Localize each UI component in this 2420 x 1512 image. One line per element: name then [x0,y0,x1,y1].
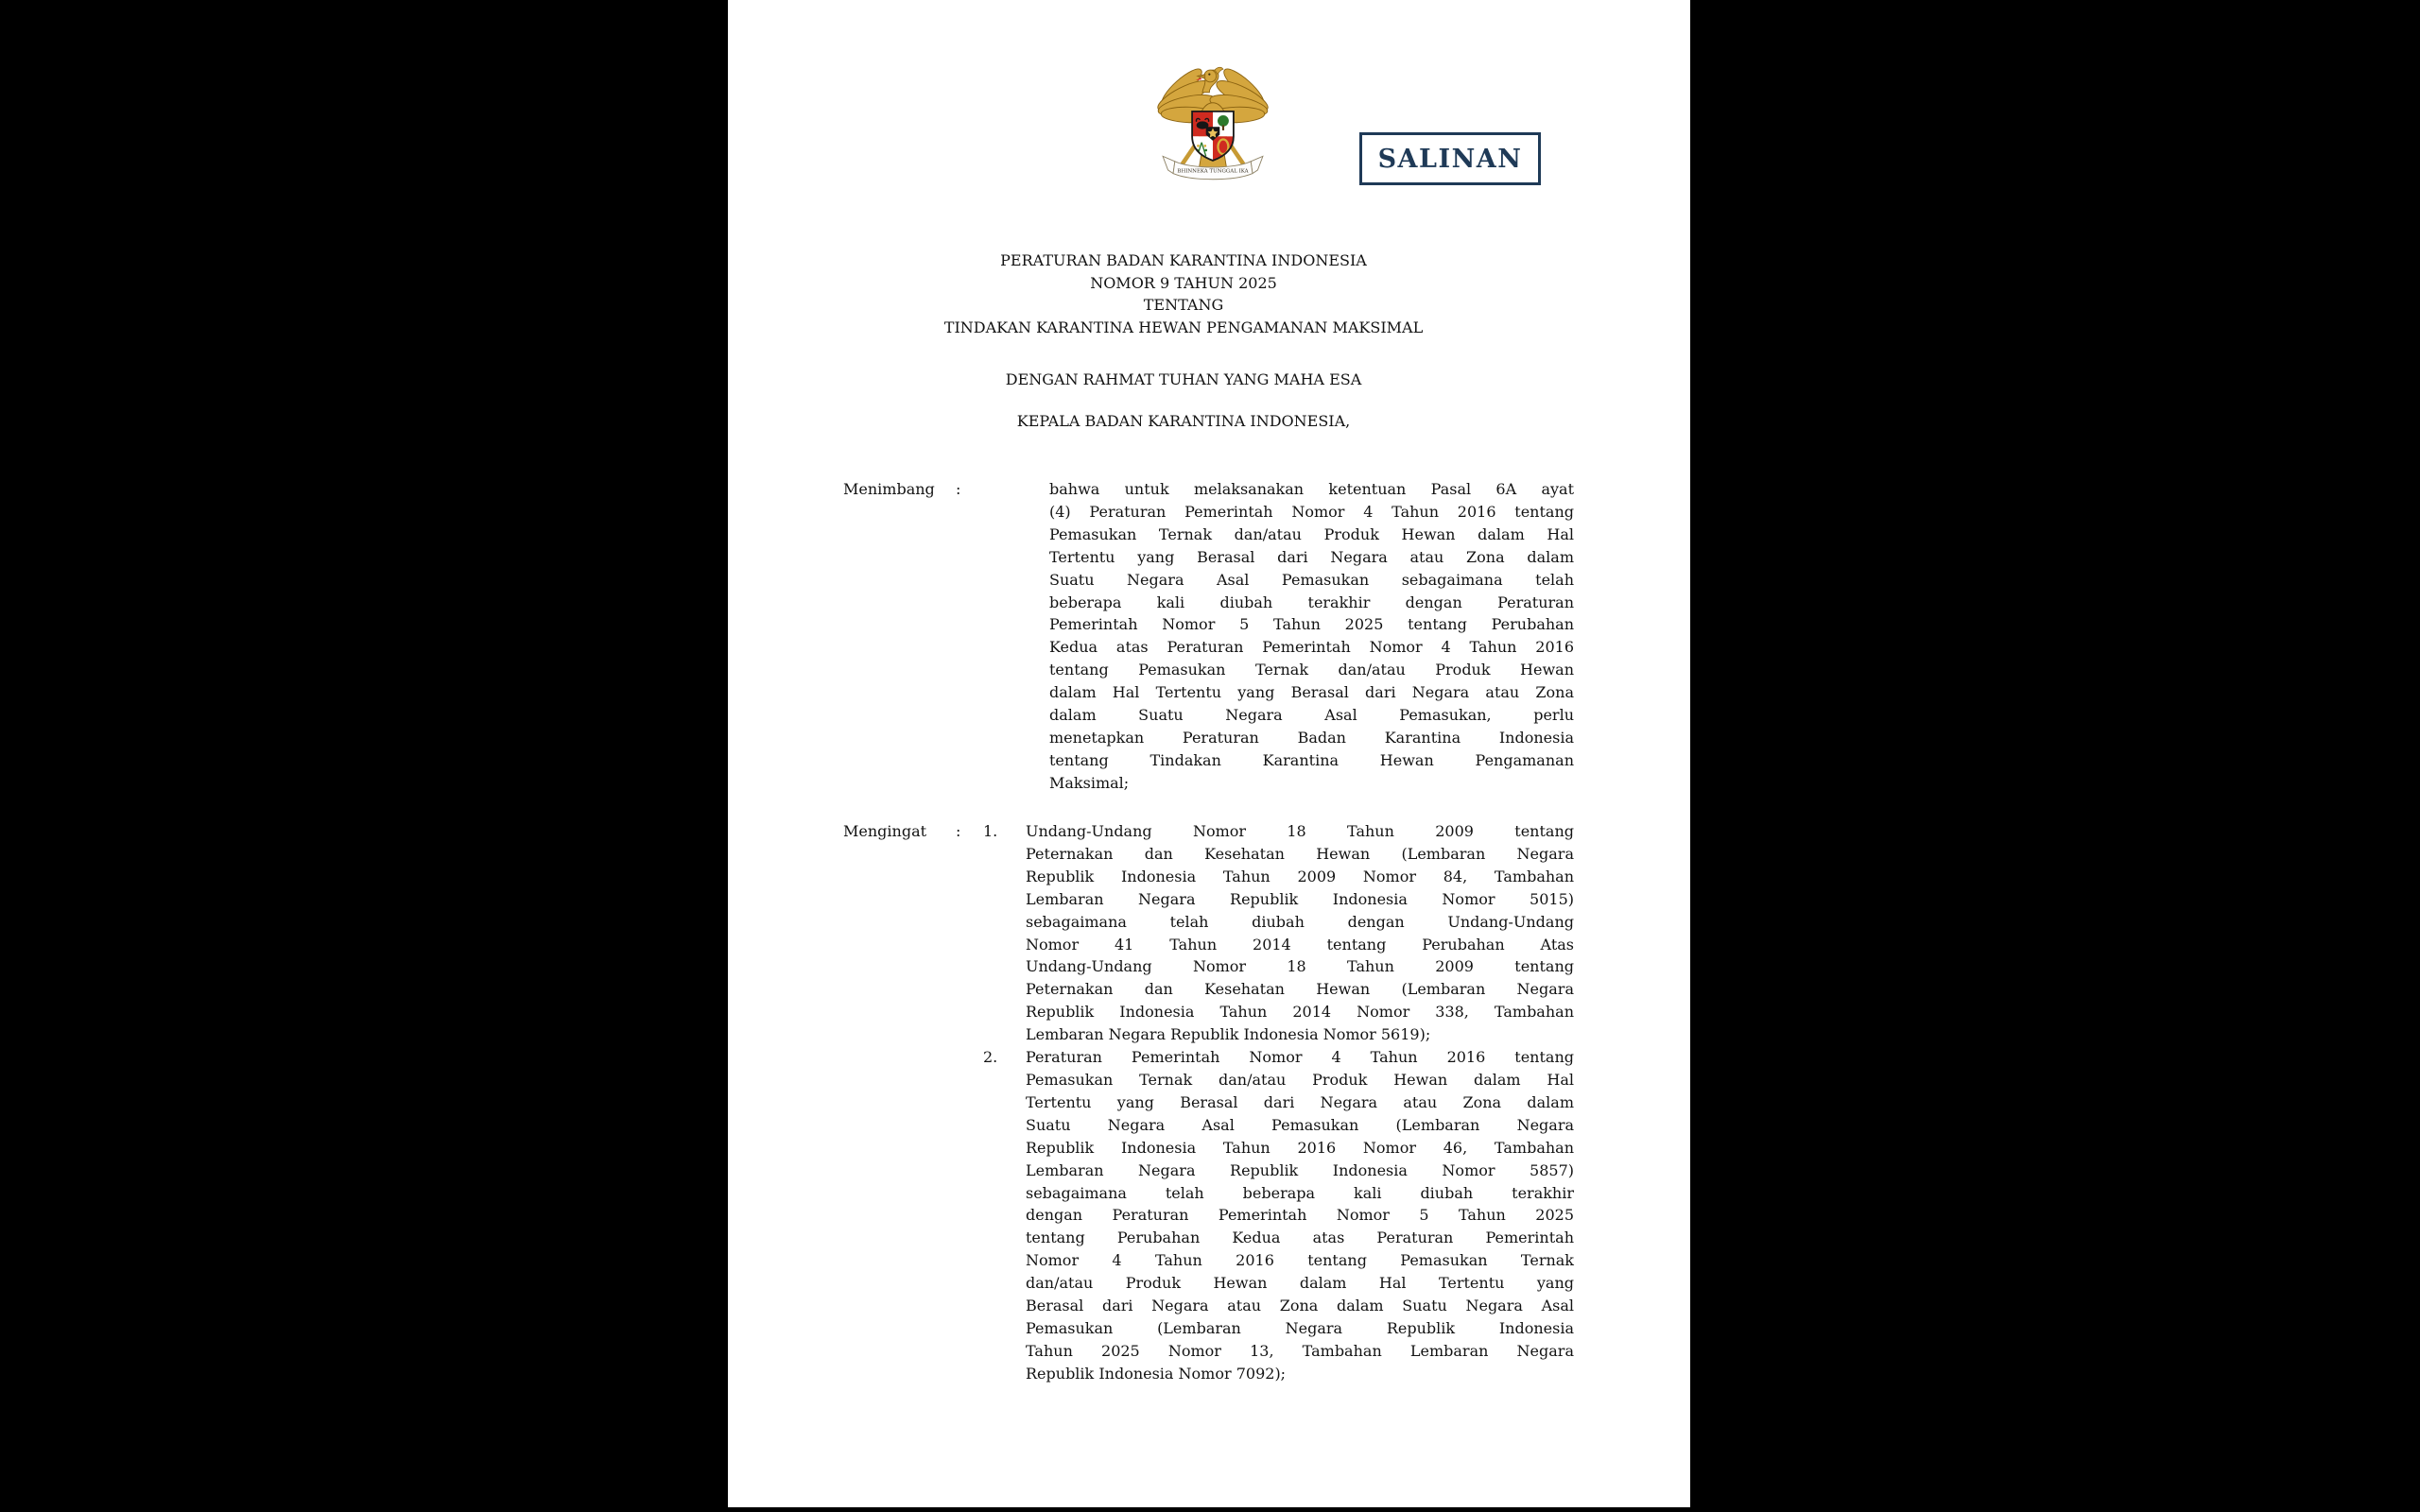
text-line: Republik Indonesia Tahun 2016 Nomor 46, Tambahan [1026,1138,1574,1157]
text-line: Tertentu yang Berasal dari Negara atau Zona dalam [1049,547,1574,566]
title-line: TINDAKAN KARANTINA HEWAN PENGAMANAN MAKSIMAL [943,318,1424,336]
title-line: TENTANG [1143,296,1224,314]
text-line: dalam Suatu Negara Asal Pemasukan, perlu [1049,706,1574,725]
text-line: Lembaran Negara Republik Indonesia Nomor 5619); [1026,1025,1431,1044]
emblem-motto: BHINNEKA TUNGGAL IKA [1177,168,1249,175]
document-page [728,0,1690,1507]
mengingat-item [983,1046,1574,1385]
document-title [728,249,1639,338]
text-line: Undang-Undang Nomor 18 Tahun 2009 tentang [1026,822,1574,840]
item-number: 2. [983,1048,998,1067]
mengingat-item [983,820,1574,1046]
text-line: (4) Peraturan Pemerintah Nomor 4 Tahun 2016 tentang [1049,502,1574,521]
mengingat-label: Mengingat [843,822,927,840]
text-line: beberapa kali diubah terakhir dengan Peraturan [1049,593,1574,611]
text-line: Nomor 41 Tahun 2014 tentang Perubahan Atas [1026,935,1574,954]
mengingat-colon: : [956,822,961,840]
text-line: Berasal dari Negara atau Zona dalam Suatu Negara Asal [1026,1297,1574,1315]
menimbang-label: Menimbang [843,480,935,498]
menimbang-body [1049,478,1574,795]
text-line: Republik Indonesia Nomor 7092); [1026,1364,1287,1383]
text-line: Pemerintah Nomor 5 Tahun 2025 tentang Perubahan [1049,615,1574,634]
text-line: bahwa untuk melaksanakan ketentuan Pasal 6A ayat [1049,480,1574,498]
text-line: Lembaran Negara Republik Indonesia Nomor 5015) [1026,889,1574,908]
text-line: Peternakan dan Kesehatan Hewan (Lembaran Negara [1026,980,1574,999]
text-line: Suatu Negara Asal Pemasukan sebagaimana telah [1049,570,1574,589]
title-line: PERATURAN BADAN KARANTINA INDONESIA [1000,251,1367,269]
text-line: Nomor 4 Tahun 2016 tentang Pemasukan Ternak [1026,1251,1574,1270]
invocation-line: DENGAN RAHMAT TUHAN YANG MAHA ESA [1005,370,1362,388]
text-line: Kedua atas Peraturan Pemerintah Nomor 4 Tahun 2016 [1049,638,1574,657]
text-line: dan/atau Produk Hewan dalam Hal Tertentu yang [1026,1274,1574,1293]
salinan-stamp-label: SALINAN [1377,144,1523,174]
garuda-pancasila-emblem [1149,51,1277,189]
text-line: tentang Pemasukan Ternak dan/atau Produk Hewan [1049,661,1574,679]
text-line: menetapkan Peraturan Badan Karantina Indonesia [1049,728,1574,747]
text-line: dengan Peraturan Pemerintah Nomor 5 Tahun 2025 [1026,1206,1574,1225]
mengingat-items [983,820,1574,1385]
text-line: Tahun 2025 Nomor 13, Tambahan Lembaran Negara [1026,1341,1574,1360]
text-line: Lembaran Negara Republik Indonesia Nomor 5857) [1026,1160,1574,1179]
text-line: Pemasukan Ternak dan/atau Produk Hewan dalam Hal [1026,1070,1574,1089]
text-line: Undang-Undang Nomor 18 Tahun 2009 tentang [1026,957,1574,976]
authority-line: KEPALA BADAN KARANTINA INDONESIA, [1016,412,1351,430]
text-line: Peraturan Pemerintah Nomor 4 Tahun 2016 tentang [1026,1048,1574,1067]
text-line: Peternakan dan Kesehatan Hewan (Lembaran Negara [1026,844,1574,863]
text-line: Republik Indonesia Tahun 2014 Nomor 338, Tambahan [1026,1003,1574,1022]
item-number: 1. [983,822,998,840]
text-line: Pemasukan Ternak dan/atau Produk Hewan dalam Hal [1049,524,1574,543]
title-line: NOMOR 9 TAHUN 2025 [1090,273,1277,292]
text-line: Maksimal; [1049,773,1130,792]
text-line: Tertentu yang Berasal dari Negara atau Zona dalam [1026,1092,1574,1111]
text-line: sebagaimana telah beberapa kali diubah terakhir [1026,1183,1574,1202]
text-line: Pemasukan (Lembaran Negara Republik Indonesia [1026,1318,1574,1337]
text-line: Republik Indonesia Tahun 2009 Nomor 84, Tambahan [1026,867,1574,885]
salinan-stamp [1359,132,1541,185]
text-line: tentang Tindakan Karantina Hewan Pengamanan [1049,750,1574,769]
text-line: sebagaimana telah diubah dengan Undang-Undang [1026,912,1574,931]
text-line: tentang Perubahan Kedua atas Peraturan Pemerintah [1026,1228,1574,1247]
menimbang-colon: : [956,480,961,498]
text-line: Suatu Negara Asal Pemasukan (Lembaran Negara [1026,1115,1574,1134]
text-line: dalam Hal Tertentu yang Berasal dari Negara atau Zona [1049,683,1574,702]
